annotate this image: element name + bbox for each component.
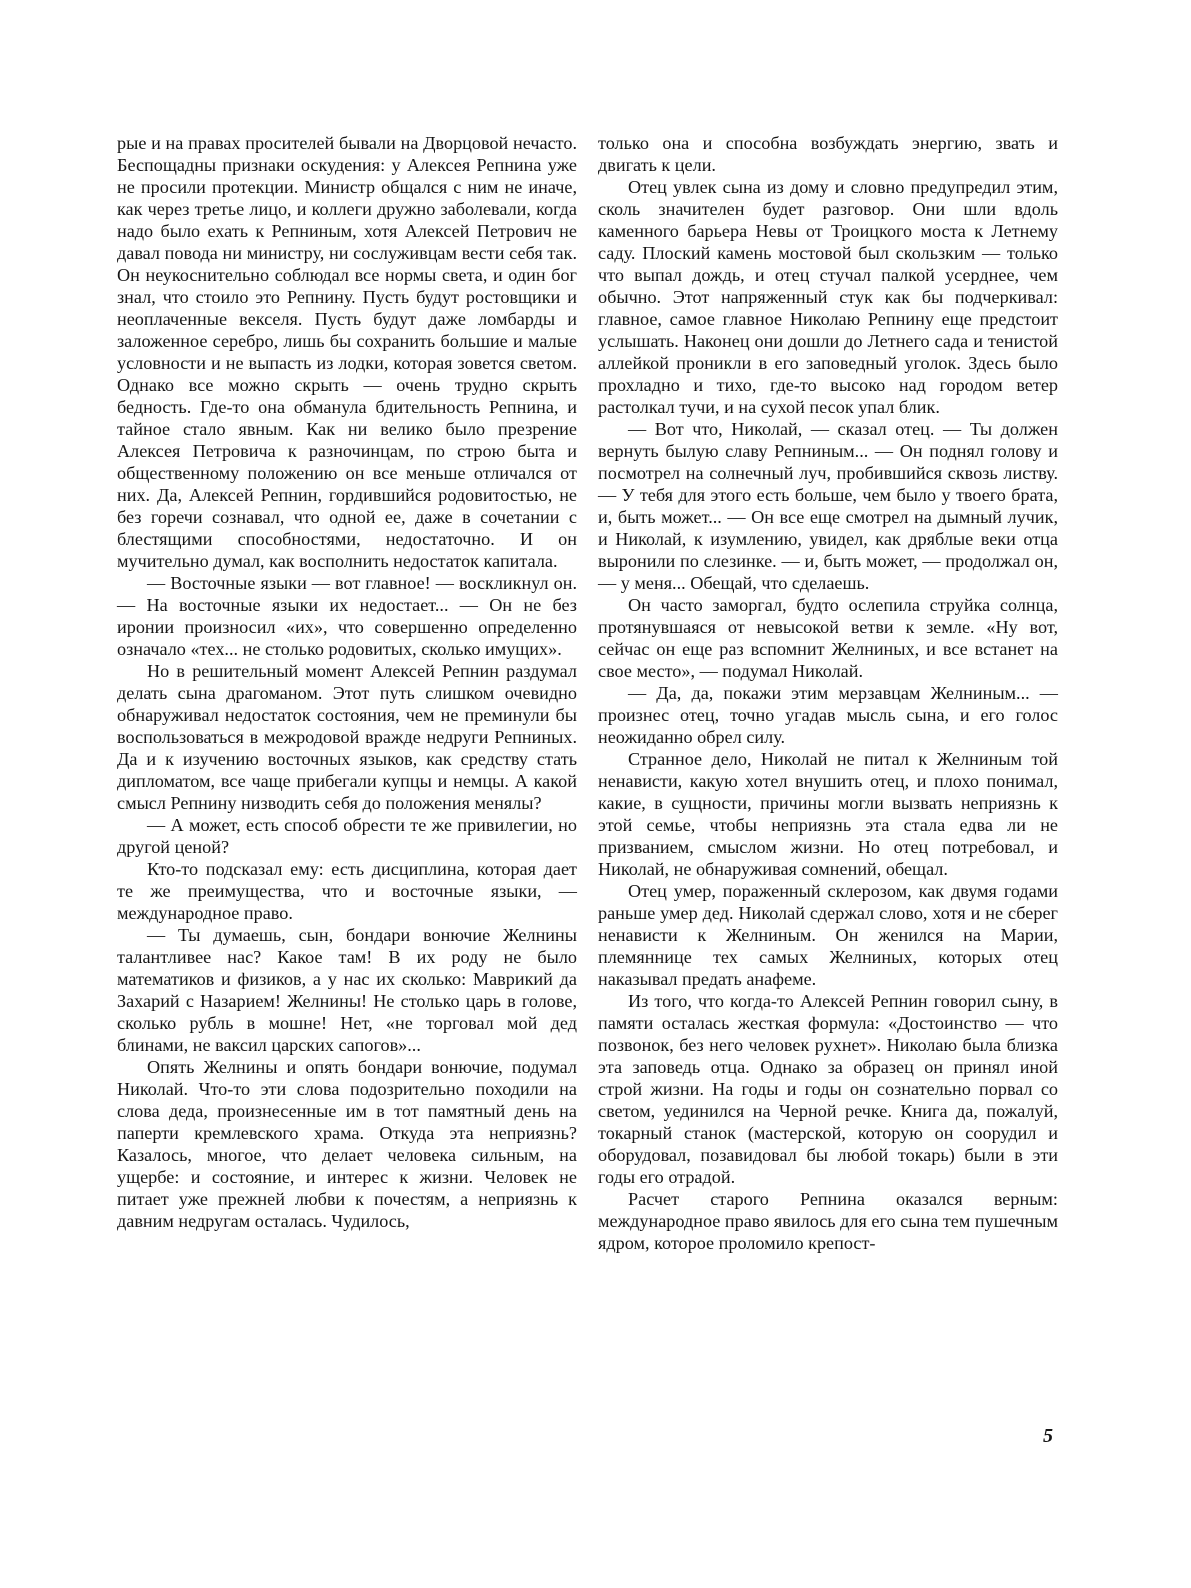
paragraph: — Восточные языки — вот главное! — воскликнул он. — На восточные языки их недостает... — Он не без иронии произносил «их», что совершенно определенно означало «тех... не столько родовитых, сколько имущих».: [117, 573, 577, 659]
paragraph: — Ты думаешь, сын, бондари вонючие Желнины талантливее нас? Какое там! В их роду не было математиков и физиков, а у нас их сколько: Маврикий да Захарий с Назарием! Желнины! Не столько царь в голове, сколько рубль в мошне! Нет, «не торговал мой дед блинами, не ваксил царских сапогов»...: [117, 925, 577, 1055]
page-number: 5: [1043, 1425, 1053, 1447]
paragraph: — Вот что, Николай, — сказал отец. — Ты должен вернуть былую славу Репниным... — Он поднял голову и посмотрел на солнечный луч, пробившийся сквозь листву. — У тебя для этого есть больше, чем было у твоего брата, и, быть может... — Он все еще смотрел на дымный лучик, и Николай, к изумлению, увидел, как дряблые веки отца выронили по слезинке. — и, быть может, — продолжал он, — у меня... Обещай, что сделаешь.: [598, 419, 1058, 593]
paragraph: только она и способна возбуждать энергию, звать и двигать к цели.: [598, 133, 1058, 175]
paragraph: Отец умер, пораженный склерозом, как двумя годами раньше умер дед. Николай сдержал слово, хотя и не сберег ненависти к Желниным. Он женился на Марии, племяннице тех самых Желниных, которых отец наказывал предать анафеме.: [598, 881, 1058, 989]
paragraph: рые и на правах просителей бывали на Дворцовой нечасто. Беспощадны признаки оскудения: у Алексея Репнина уже не просили протекции. Министр общался с ним не иначе, как через третье лицо, и коллеги дружно заболевали, когда надо было ехать к Репниным, хотя Алексей Петрович не давал повода ни министру, ни сослуживцам вести себя так. Он неукоснительно соблюдал все нормы света, и один бог знал, что стоило это Репнину. Пусть будут ростовщики и неоплаченные векселя. Пусть будут даже ломбарды и заложенное серебро, лишь бы сохранить большие и малые условности и не выпасть из лодки, которая зовется светом. Однако все можно скрыть — очень трудно скрыть бедность. Где-то она обманула бдительность Репнина, и тайное стало явным. Как ни велико было презрение Алексея Петровича к разночинцам, по строю быта и общественному положению он все меньше отличался от них. Да, Алексей Репнин, гордившийся родовитостью, не без горечи сознавал, что одной ее, даже в сочетании с блестящими способностями, недостаточно. И он мучительно думал, как восполнить недостаток капитала.: [117, 133, 577, 571]
paragraph: — А может, есть способ обрести те же привилегии, но другой ценой?: [117, 815, 577, 857]
paragraph: Расчет старого Репнина оказался верным: международное право явилось для его сына тем пушечным ядром, которое проломило крепост-: [598, 1189, 1058, 1253]
paragraph: Опять Желнины и опять бондари вонючие, подумал Николай. Что-то эти слова подозрительно походили на слова деда, произнесенные им в тот памятный день на паперти кремлевского храма. Откуда эта неприязнь? Казалось, многое, что делает человека сильным, на ущербе: и состояние, и интерес к жизни. Человек не питает уже прежней любви к почестям, а неприязнь к давним недругам осталась. Чудилось,: [117, 1057, 577, 1231]
paragraph: Отец увлек сына из дому и словно предупредил этим, сколь значителен будет разговор. Они шли вдоль каменного барьера Невы от Троицкого моста к Летнему саду. Плоский камень мостовой был скользким — только что выпал дождь, и отец стучал палкой усерднее, чем обычно. Этот напряженный стук как бы подчеркивал: главное, самое главное Николаю Репнину еще предстоит услышать. Наконец они дошли до Летнего сада и тенистой аллейкой проникли в его заповедный уголок. Здесь было прохладно и тихо, где-то высоко над городом ветер растолкал тучи, и на сухой песок упал блик.: [598, 177, 1058, 417]
paragraph: Но в решительный момент Алексей Репнин раздумал делать сына драгоманом. Этот путь слишком очевидно обнаруживал недостаток состояния, чем не преминули бы воспользоваться в межродовой вражде недруги Репниных. Да и к изучению восточных языков, как средству стать дипломатом, все чаще прибегали купцы и немцы. А какой смысл Репнину низводить себя до положения менялы?: [117, 661, 577, 813]
paragraph: Кто-то подсказал ему: есть дисциплина, которая дает те же преимущества, что и восточные языки, — международное право.: [117, 859, 577, 923]
left-text-column: [117, 132, 577, 1232]
paragraph: Из того, что когда-то Алексей Репнин говорил сыну, в памяти осталась жесткая формула: «Достоинство — что позвонок, без него человек рухнет». Николаю была близка эта заповедь отца. Однако за образец он принял иной строй жизни. На годы и годы он сознательно порвал со светом, уединился на Черной речке. Книга да, пожалуй, токарный станок (мастерской, которую он соорудил и оборудовал, позавидовал бы любой токарь) были в эти годы его отрадой.: [598, 991, 1058, 1187]
paragraph: — Да, да, покажи этим мерзавцам Желниным... — произнес отец, точно угадав мысль сына, и его голос неожиданно обрел силу.: [598, 683, 1058, 747]
paragraph: Он часто заморгал, будто ослепила струйка солнца, протянувшаяся от невысокой ветви к земле. «Ну вот, сейчас он еще раз вспомнит Желниных, и все встанет на свое место», — подумал Николай.: [598, 595, 1058, 681]
paragraph: Странное дело, Николай не питал к Желниным той ненависти, какую хотел внушить отец, и плохо понимал, какие, в сущности, причины могли вызвать неприязнь к этой семье, чтобы неприязнь эта стала едва ли не призванием, смыслом жизни. Но отец потребовал, и Николай, не обнаруживая сомнений, обещал.: [598, 749, 1058, 879]
right-text-column: [598, 132, 1058, 1254]
